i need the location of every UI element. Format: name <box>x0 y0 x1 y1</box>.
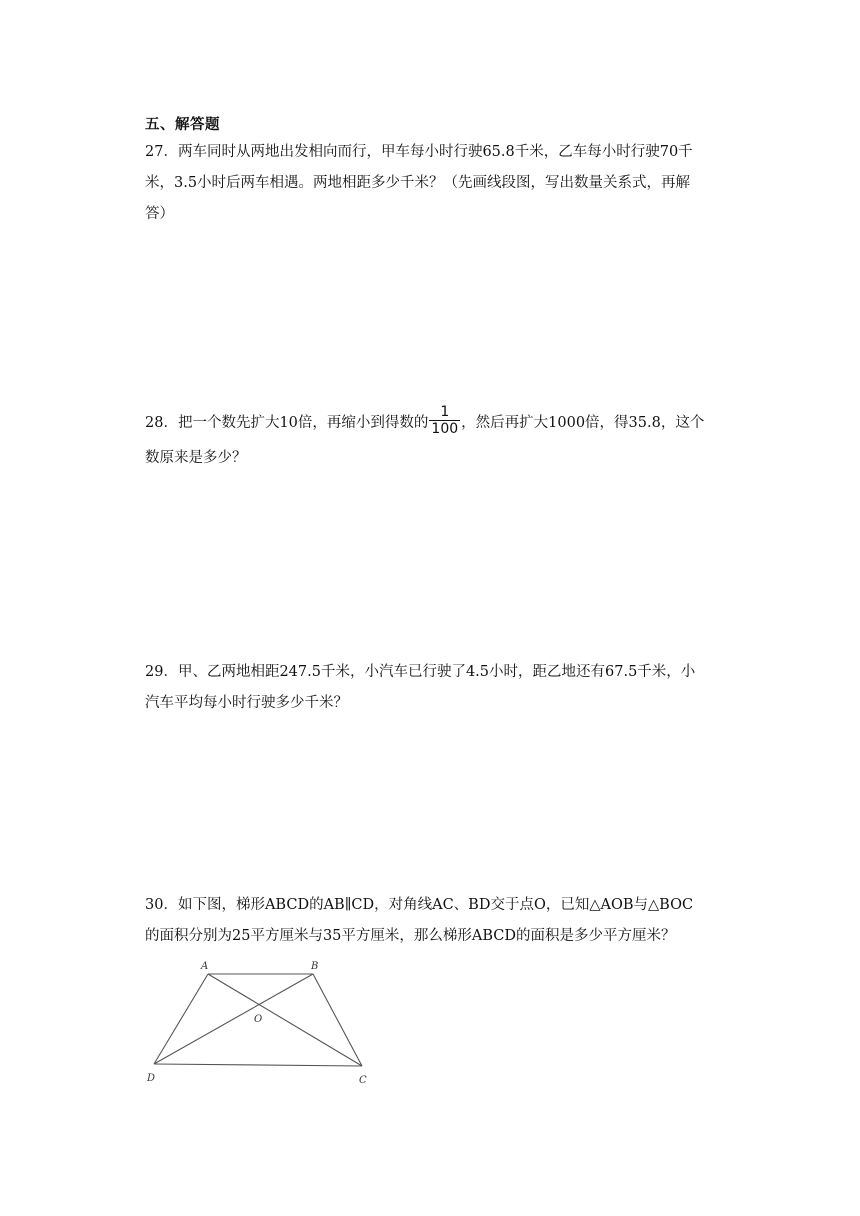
question-28-text-before: 把一个数先扩大10倍，再缩小到得数的 <box>177 415 429 431</box>
question-28 <box>145 403 715 474</box>
question-27-line-3: 答） <box>145 206 174 222</box>
question-27-text-1: 两车同时从两地出发相向而行，甲车每小时行驶65.8千米，乙车每小时行驶70千 <box>177 144 693 160</box>
label-a: A <box>201 961 209 972</box>
fraction-denominator: 100 <box>431 420 459 437</box>
label-o: O <box>254 1014 263 1025</box>
question-29 <box>145 657 715 719</box>
question-30-text-1: 如下图，梯形ABCD的AB∥CD，对角线AC、BD交于点O，已知△AOB与△BOC <box>177 897 694 913</box>
side-cd <box>154 1064 362 1066</box>
side-bc <box>313 974 362 1066</box>
label-b: B <box>311 961 319 972</box>
question-27 <box>145 137 715 230</box>
question-27-number: 27． <box>145 144 178 160</box>
fraction-numerator: 1 <box>429 404 460 421</box>
question-28-text-after: ，然后再扩大1000倍，得35.8，这个 <box>461 415 705 431</box>
section-title: 五、解答题 <box>145 117 220 133</box>
side-da <box>154 974 208 1064</box>
question-28-number: 28． <box>145 415 178 431</box>
question-29-line-1 <box>145 657 715 688</box>
trapezoid-figure <box>142 955 382 1090</box>
question-30-line-2: 的面积分别为25平方厘米与35平方厘米，那么梯形ABCD的面积是多少平方厘米？ <box>145 928 676 944</box>
question-29-number: 29． <box>145 664 178 680</box>
label-c: C <box>359 1075 367 1086</box>
question-30 <box>145 890 715 952</box>
question-29-line-2: 汽车平均每小时行驶多少千米？ <box>145 695 348 711</box>
question-28-line-2: 数原来是多少？ <box>145 450 247 466</box>
label-d: D <box>147 1073 156 1084</box>
diagonal-bd <box>154 974 313 1064</box>
question-27-line-1 <box>145 137 715 168</box>
question-29-text-1: 甲、乙两地相距247.5千米，小汽车已行驶了4.5小时，距乙地还有67.5千米，小 <box>177 664 696 680</box>
fraction-one-hundredth <box>429 404 460 437</box>
question-27-line-2: 米，3.5小时后两车相遇。两地相距多少千米？（先画线段图，写出数量关系式，再解 <box>145 175 691 191</box>
question-30-line-1 <box>145 890 715 921</box>
question-30-number: 30． <box>145 897 178 913</box>
question-28-line-1 <box>145 403 715 439</box>
